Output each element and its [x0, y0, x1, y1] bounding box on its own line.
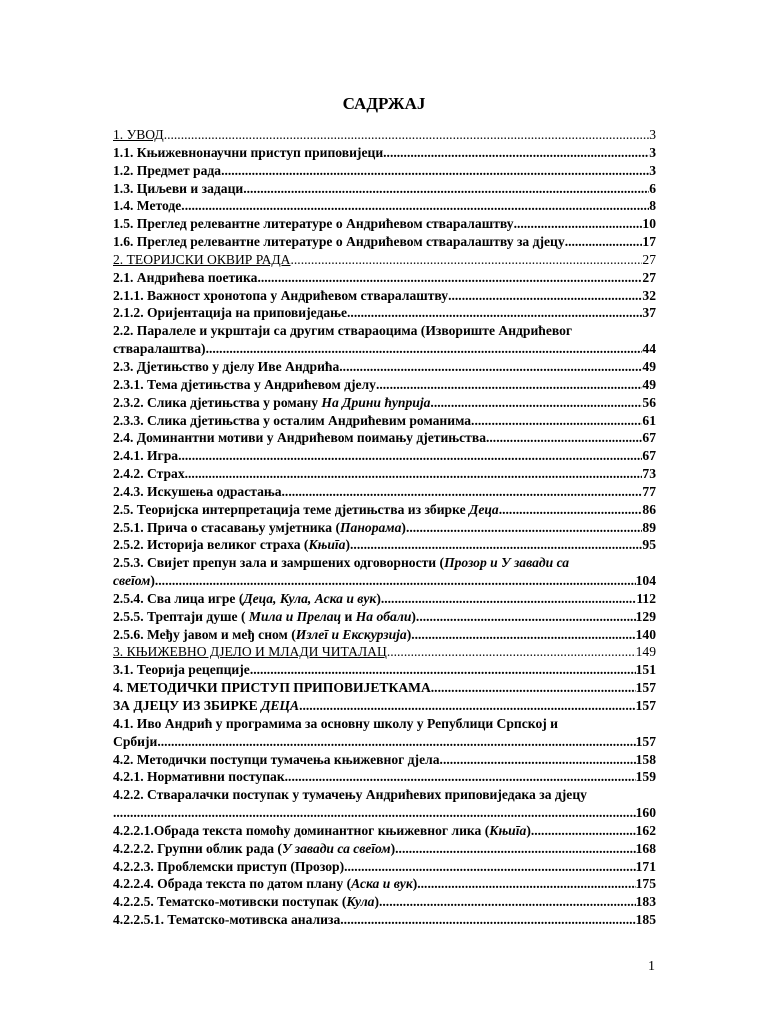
toc-entry[interactable] [113, 358, 656, 376]
toc-page-number: 3 [649, 162, 656, 178]
toc-entry-text-part: 4.2.2.1.Обрада текста помоћу доминантног књижевног лика ( [113, 822, 490, 838]
toc-dot-leader [486, 429, 642, 447]
toc-entry-text-part: 2.1.1. Важност хронотопа у Андрићевом стваралаштву [113, 287, 449, 303]
toc-page-number: 171 [635, 858, 656, 874]
page-title: САДРЖАЈ [342, 94, 426, 113]
toc-entry-title [113, 822, 531, 840]
toc-entry-text-part: 4.2.2.5.1. Тематско-мотивска анализа [113, 912, 341, 928]
toc-entry-title [113, 875, 417, 893]
toc-entry[interactable] [113, 180, 656, 198]
toc-entry[interactable] [113, 429, 656, 447]
toc-dot-leader [299, 697, 636, 715]
toc-entry-text-part: Кула [346, 894, 375, 910]
toc-entry-text-part: 2.4.2. Страх [113, 466, 185, 482]
toc-dot-leader [164, 126, 650, 144]
toc-entry[interactable] [113, 875, 656, 893]
toc-entry-title [113, 376, 376, 394]
toc-entry-first-line: 2.2. Паралеле и укрштаји са другим ствараоцима (Извориште Андрићевог [113, 323, 573, 339]
toc-entry[interactable] [113, 144, 656, 162]
toc-entry-text-part: Деца, Кула, Аска и вук [243, 590, 377, 606]
toc-page-number: 89 [642, 519, 656, 535]
toc-entry-text-part: Аска и вук [351, 876, 413, 892]
toc-dot-leader [339, 358, 642, 376]
toc-entry-title [113, 162, 221, 180]
toc-entry[interactable] [113, 590, 656, 608]
toc-entry[interactable] [113, 287, 656, 305]
toc-page-number: 61 [642, 412, 656, 428]
toc-entry-title [113, 251, 291, 269]
toc-entry[interactable] [113, 501, 656, 519]
toc-entry-text-part: ) [406, 626, 412, 642]
toc-entry-text-part: 2.5.1. Прича о стасавању умјетника ( [113, 519, 340, 535]
toc-entry-text-part: 4.2.2.2. Групни облик рада ( [113, 840, 282, 856]
toc-entry-title [113, 840, 395, 858]
toc-page-number: 8 [649, 198, 656, 214]
toc-entry-text-part: Књиīа [489, 822, 527, 838]
toc-dot-leader [206, 340, 643, 358]
toc-entry[interactable] [113, 233, 656, 251]
toc-dot-leader [340, 911, 635, 929]
toc-entry-text-part: 2.3.1. Тема дјетињства у Андрићевом дјелу [113, 376, 376, 392]
toc-entry[interactable] [113, 215, 656, 233]
toc-entry-text-part: ЗА ДЈЕЦУ ИЗ ЗБИРКЕ [113, 698, 262, 713]
toc-entry-title [113, 733, 157, 751]
toc-dot-leader [499, 501, 643, 519]
toc-entry-text-part: Књиīа [308, 537, 346, 553]
toc-entry-title [113, 358, 339, 376]
toc-entry-title [113, 304, 347, 322]
toc-entry-text-part: Излеī и Екскурзија [295, 626, 407, 642]
toc-dot-leader [221, 162, 649, 180]
toc-entry-text-part: 2.1.2. Оријентација на приповиједање [113, 305, 348, 321]
toc-entry[interactable] [113, 412, 656, 430]
toc-entry-text-part: 2.5.3. Свијет препун зала и замршених одговорности ( [113, 555, 445, 571]
toc-entry-text-part: У завади са свеīом [281, 840, 391, 856]
toc-entry-title [113, 893, 379, 911]
toc-dot-leader [344, 858, 636, 876]
toc-entry[interactable] [113, 697, 656, 715]
toc-page-number: 86 [642, 501, 656, 517]
toc-entry-text-part: Србији [113, 733, 158, 749]
toc-dot-leader [395, 840, 635, 858]
toc-entry-title [113, 679, 431, 697]
toc-page-number: 149 [635, 644, 656, 660]
toc-entry-first-line: 4.1. Иво Андрић у програмима за основну школу у Републици Српској и [113, 715, 559, 731]
toc-page-number: 160 [635, 805, 656, 821]
toc-entry-text-part: 4.2.2.5. Тематско-мотивски поступак ( [113, 894, 347, 910]
toc-entry[interactable] [113, 269, 656, 287]
toc-entry-text-part: 2.1. Андрићева поетика [113, 269, 258, 285]
toc-dot-leader [291, 251, 643, 269]
toc-dot-leader [383, 144, 649, 162]
toc-entry-text-part: 4. МЕТОДИЧКИ ПРИСТУП ПРИПОВИЈЕТКАМА [113, 680, 431, 696]
toc-page-number: 27 [642, 269, 656, 285]
toc-entry[interactable] [113, 643, 656, 661]
toc-page-number: 49 [642, 358, 656, 374]
toc-entry-title [113, 287, 448, 305]
toc-entry[interactable] [113, 519, 656, 537]
toc-page-number: 10 [642, 216, 656, 232]
toc-entry-text-part: 2.3. Дјетињство у дјелу Иве Андрића [113, 358, 340, 374]
toc-entry-text-part: 2.5.4. Сва лица игре ( [113, 590, 244, 606]
toc-entry-title [113, 643, 387, 661]
toc-entry-text-part: Мила и Прелац [248, 608, 342, 624]
toc-entry-text-part: 2.5.2. Историја великог страха ( [113, 537, 309, 553]
toc-entry-title [113, 751, 440, 769]
page-number: 1 [648, 959, 655, 974]
toc-entry-text-part: 2.3.3. Слика дјетињства у осталим Андрићевим романима [113, 412, 472, 428]
toc-entry[interactable] [113, 126, 656, 144]
toc-dot-leader [471, 412, 642, 430]
toc-entry-text-part: ) [390, 840, 396, 856]
toc-dot-leader [440, 751, 636, 769]
toc-dot-leader [155, 572, 636, 590]
toc-entry-title [113, 858, 344, 876]
toc-entry-title [113, 126, 164, 144]
toc-dot-leader [431, 679, 636, 697]
toc-entry[interactable] [113, 840, 656, 858]
toc-entry-text-part: 2.4.1. Игра [113, 448, 179, 464]
toc-entry[interactable] [113, 465, 656, 483]
toc-page-number: 129 [635, 608, 656, 624]
toc-entry-text-part: 4.2.2.4. Обрада текста по датом плану ( [113, 876, 352, 892]
toc-entry[interactable] [113, 394, 656, 412]
toc-entry-text-part: 1.2. Предмет рада [113, 162, 222, 178]
toc-entry-text-part: ) [345, 537, 351, 553]
toc-page-number: 112 [636, 590, 656, 606]
toc-entry-text-part: Деца [469, 501, 499, 517]
toc-dot-leader [448, 287, 642, 305]
toc-entry-text-part: На Дрини ћуприја [321, 394, 431, 410]
toc-page-number: 158 [635, 751, 656, 767]
toc-dot-leader [379, 893, 636, 911]
toc-entry[interactable] [113, 554, 656, 590]
toc-entry[interactable] [113, 304, 656, 322]
toc-entry-title [113, 215, 514, 233]
toc-page-number: 27 [642, 251, 656, 267]
toc-entry-title [113, 465, 185, 483]
toc-dot-leader [347, 304, 642, 322]
toc-entry-text-part: стваралаштва) [113, 341, 206, 357]
toc-page-number: 185 [635, 912, 656, 928]
toc-dot-leader [411, 626, 635, 644]
toc-entry-text-part: 2. ТЕОРИЈСКИ ОКВИР РАДА [113, 251, 291, 267]
toc-dot-leader [257, 269, 642, 287]
toc-dot-leader [406, 519, 642, 537]
toc-entry-text-part: 1. УВОД [113, 127, 164, 142]
toc-entry[interactable] [113, 822, 656, 840]
toc-entry-text-part: и [341, 608, 356, 624]
toc-page-number: 104 [635, 573, 656, 589]
toc-dot-leader [113, 804, 636, 822]
toc-page-number: 56 [642, 394, 656, 410]
toc-entry-title [113, 269, 257, 287]
toc-dot-leader [531, 822, 636, 840]
toc-entry-title [113, 483, 282, 501]
toc-page-number: 3 [649, 144, 656, 160]
toc-entry[interactable] [113, 715, 656, 751]
toc-entry-text-part: 1.1. Књижевнонаучни приступ приповијеци [113, 144, 384, 160]
toc-dot-leader [178, 447, 642, 465]
toc-page-number: 49 [642, 376, 656, 392]
toc-entry[interactable] [113, 608, 656, 626]
toc-page-number: 77 [642, 483, 656, 499]
toc-page-number: 44 [642, 341, 656, 357]
toc-entry-text-part: 2.5.5. Трептаји душе ( [113, 608, 249, 624]
toc-entry-text-part: 3.1. Теорија рецепције [113, 662, 250, 678]
toc-entry[interactable] [113, 751, 656, 769]
toc-entry-text-part: ) [374, 894, 379, 910]
toc-dot-leader [350, 536, 642, 554]
toc-entry[interactable] [113, 768, 656, 786]
toc-page-number: 183 [635, 894, 656, 910]
toc-entry-text-part: 1.6. Преглед релевантне литературе о Андрићевом стваралаштву за дјецу [113, 234, 565, 250]
toc-page-number: 73 [642, 466, 656, 482]
toc-dot-leader [381, 590, 637, 608]
toc-dot-leader [282, 483, 643, 501]
toc-entry-text-part: свеīом [113, 573, 151, 589]
toc-entry-text-part: ) [401, 519, 406, 535]
toc-entry-text-part: ДЕЦА [261, 698, 300, 713]
toc-entry[interactable] [113, 251, 656, 269]
toc-dot-leader [417, 875, 635, 893]
toc-entry-title [113, 661, 250, 679]
toc-page-number: 168 [635, 840, 656, 856]
toc-entry-title [113, 447, 178, 465]
toc-entry-title [113, 180, 243, 198]
toc-dot-leader [387, 643, 636, 661]
toc-entry-text-part: 4.2.2.3. Проблемски приступ (Прозор) [113, 858, 345, 874]
toc-entry-text-part: 1.3. Циљеви и задаци [113, 180, 244, 196]
toc-dot-leader [514, 215, 643, 233]
toc-entry-title [113, 412, 471, 430]
toc-entry-text-part: 4.2.1. Нормативни поступак [113, 769, 285, 785]
toc-page-number: 37 [642, 305, 656, 321]
toc-dot-leader [416, 608, 636, 626]
toc-entry[interactable] [113, 483, 656, 501]
toc-entry-title [113, 144, 383, 162]
toc-entry[interactable] [113, 376, 656, 394]
toc-entry-text-part: 2.3.2. Слика дјетињства у роману [113, 394, 322, 410]
toc-entry-title [113, 590, 381, 608]
toc-dot-leader [185, 465, 643, 483]
toc-entry[interactable] [113, 447, 656, 465]
toc-entry-title [113, 608, 416, 626]
toc-entry-text-part: Прозор и У завади са [444, 555, 570, 571]
toc-page-number: 157 [635, 733, 656, 749]
toc-dot-leader [565, 233, 643, 251]
toc-dot-leader [376, 376, 642, 394]
toc-entry[interactable] [113, 197, 656, 215]
toc-entry[interactable] [113, 661, 656, 679]
toc-entry-title [113, 197, 181, 215]
toc-entry[interactable] [113, 626, 656, 644]
toc-entry-title [113, 501, 499, 519]
toc-dot-leader [285, 768, 636, 786]
toc-page-number: 3 [649, 127, 656, 142]
toc-entry[interactable] [113, 911, 656, 929]
toc-page-number: 67 [642, 430, 656, 446]
toc-dot-leader [181, 197, 649, 215]
toc-page-number: 95 [642, 537, 656, 553]
toc-entry-title [113, 394, 430, 412]
toc-entry-title [113, 911, 340, 929]
toc-dot-leader [430, 394, 642, 412]
toc-entry[interactable] [113, 858, 656, 876]
toc-page-number: 157 [635, 698, 656, 713]
toc-entry-text-part: 3. КЊИЖЕВНО ДЈЕЛО И МЛАДИ ЧИТАЛАЦ [113, 644, 387, 660]
toc-entry-text-part: ) [150, 573, 155, 589]
toc-entry-text-part: 2.5.6. Међу јавом и међ сном ( [113, 626, 296, 642]
toc-entry-title [113, 519, 406, 537]
toc-entry-title [113, 697, 299, 715]
toc-entry[interactable] [113, 679, 656, 697]
toc-entry-title [113, 572, 155, 590]
toc-entry-text-part: 1.4. Методе [113, 198, 182, 214]
toc-entry-text-part: 2.5. Теоријска интерпретација теме дјетињства из збирке [113, 501, 470, 517]
toc-entry-title [113, 233, 565, 251]
toc-page-number: 175 [635, 876, 656, 892]
toc-entry-title [113, 536, 350, 554]
toc-page-number: 151 [635, 662, 656, 678]
toc-entry-text-part: 4.2. Методички поступци тумачења књижевног дјела [113, 751, 440, 767]
toc-entry-text-part: 1.5. Преглед релевантне литературе о Андрићевом стваралаштву [113, 216, 514, 232]
toc-entry-first-line: 4.2.2. Стваралачки поступак у тумачењу Андрићевих приповиједака за дјецу [113, 787, 587, 803]
toc-entry[interactable] [113, 536, 656, 554]
toc-entry-first-line [113, 554, 656, 572]
toc-entry[interactable] [113, 893, 656, 911]
toc-entry-text-part: 2.4. Доминантни мотиви у Андрићевом поимању дјетињства [113, 430, 486, 446]
toc-page-number: 140 [635, 626, 656, 642]
toc-page-number: 32 [642, 287, 656, 303]
toc-dot-leader [243, 180, 649, 198]
toc-entry-text-part: На обали [355, 608, 412, 624]
toc-entry-text-part: ) [411, 608, 416, 624]
toc-dot-leader [250, 661, 636, 679]
toc-entry-title [113, 768, 285, 786]
table-of-contents [113, 126, 656, 929]
toc-entry-text-part: 2.4.3. Искушења одрастања [113, 483, 282, 499]
toc-entry-title [113, 626, 411, 644]
toc-page-number: 159 [635, 769, 656, 785]
toc-page-number: 157 [635, 680, 656, 696]
toc-entry[interactable] [113, 786, 656, 822]
toc-entry[interactable] [113, 322, 656, 358]
toc-entry[interactable] [113, 162, 656, 180]
toc-page-number: 67 [642, 448, 656, 464]
toc-entry-text-part: ) [376, 590, 381, 606]
toc-entry-text-part: Панорама [339, 519, 402, 535]
toc-entry-text-part: ) [412, 876, 418, 892]
toc-dot-leader [157, 733, 635, 751]
toc-entry-title [113, 429, 486, 447]
toc-entry-title [113, 340, 206, 358]
toc-page-number: 162 [635, 822, 656, 838]
toc-page-number: 17 [642, 234, 656, 250]
toc-entry-text-part: ) [526, 822, 531, 838]
toc-page-number: 6 [649, 180, 656, 196]
